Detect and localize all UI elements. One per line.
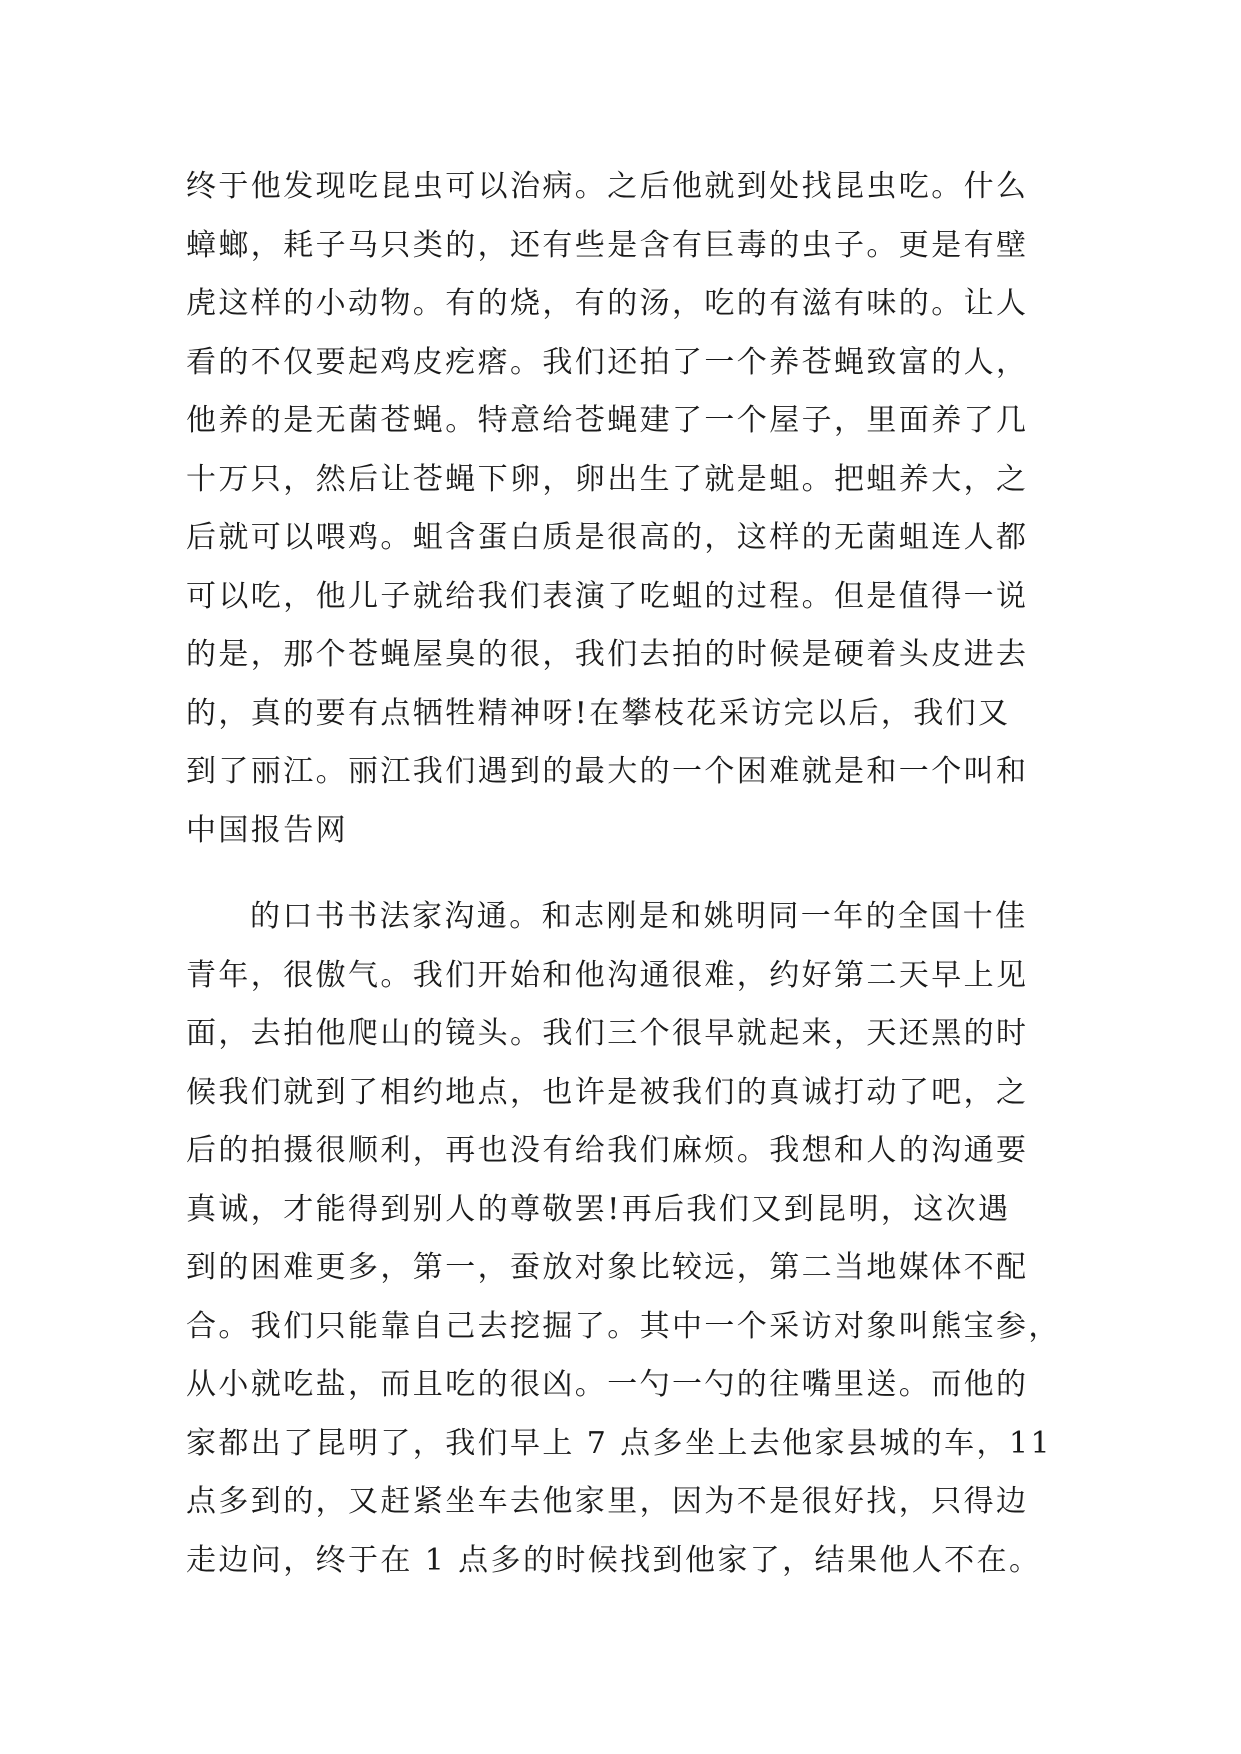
- text-line: 终于他发现吃昆虫可以治病。之后他就到处找昆虫吃。什么: [186, 169, 1029, 204]
- text-line: 后的拍摄很顺利，再也没有给我们麻烦。我想和人的沟通要: [186, 1133, 1029, 1168]
- text-line: 青年，很傲气。我们开始和他沟通很难，约好第二天早上见: [186, 957, 1029, 993]
- text-line: 的，真的要有点牺牲精神呀!在攀枝花采访完以后，我们又: [186, 695, 1011, 731]
- text-line: 点多到的，又赶紧坐车去他家里，因为不是很好找，只得边: [186, 1484, 1029, 1519]
- text-line: 走边问，终于在 1 点多的时候找到他家了，结果他人不在。: [186, 1542, 1042, 1578]
- text-line: 从小就吃盐，而且吃的很凶。一勺一勺的往嘴里送。而他的: [186, 1367, 1029, 1402]
- text-line: 到的困难更多，第一，蚕放对象比较远，第二当地媒体不配: [186, 1250, 1029, 1285]
- text-line: 看的不仅要起鸡皮疙瘩。我们还拍了一个养苍蝇致富的人，: [186, 344, 1029, 380]
- text-line: 真诚，才能得到别人的尊敬罢!再后我们又到昆明，这次遇: [186, 1191, 1011, 1227]
- text-line: 面，去拍他爬山的镜头。我们三个很早就起来，天还黑的时: [186, 1016, 1029, 1051]
- text-line: 十万只，然后让苍蝇下卵，卵出生了就是蛆。把蛆养大，之: [186, 461, 1029, 497]
- text-line: 虎这样的小动物。有的烧，有的汤，吃的有滋有味的。让人: [186, 286, 1029, 321]
- text-line: 合。我们只能靠自己去挖掘了。其中一个采访对象叫熊宝参，: [186, 1308, 1061, 1344]
- paragraph-2: [186, 888, 1066, 1590]
- text-line: 蟑螂，耗子马只类的，还有些是含有巨毒的虫子。更是有壁: [186, 227, 1029, 263]
- text-line: 家都出了昆明了，我们早上 7 点多坐上去他家县城的车，11: [186, 1425, 1052, 1461]
- source-label: 中国报告网: [186, 812, 348, 848]
- text-line: 候我们就到了相约地点，也许是被我们的真诚打动了吧，之: [186, 1074, 1029, 1110]
- paragraph-1: [186, 158, 1066, 860]
- text-line: 他养的是无菌苍蝇。特意给苍蝇建了一个屋子，里面养了几: [186, 403, 1029, 438]
- text-line: 的是，那个苍蝇屋臭的很，我们去拍的时候是硬着头皮进去: [186, 637, 1029, 672]
- text-line: 的口书书法家沟通。和志刚是和姚明同一年的全国十佳: [250, 899, 1028, 934]
- text-line: 后就可以喂鸡。蛆含蛋白质是很高的，这样的无菌蛆连人都: [186, 520, 1029, 555]
- text-line: 可以吃，他儿子就给我们表演了吃蛆的过程。但是值得一说: [186, 578, 1029, 614]
- text-line: 到了丽江。丽江我们遇到的最大的一个困难就是和一个叫和: [186, 754, 1029, 789]
